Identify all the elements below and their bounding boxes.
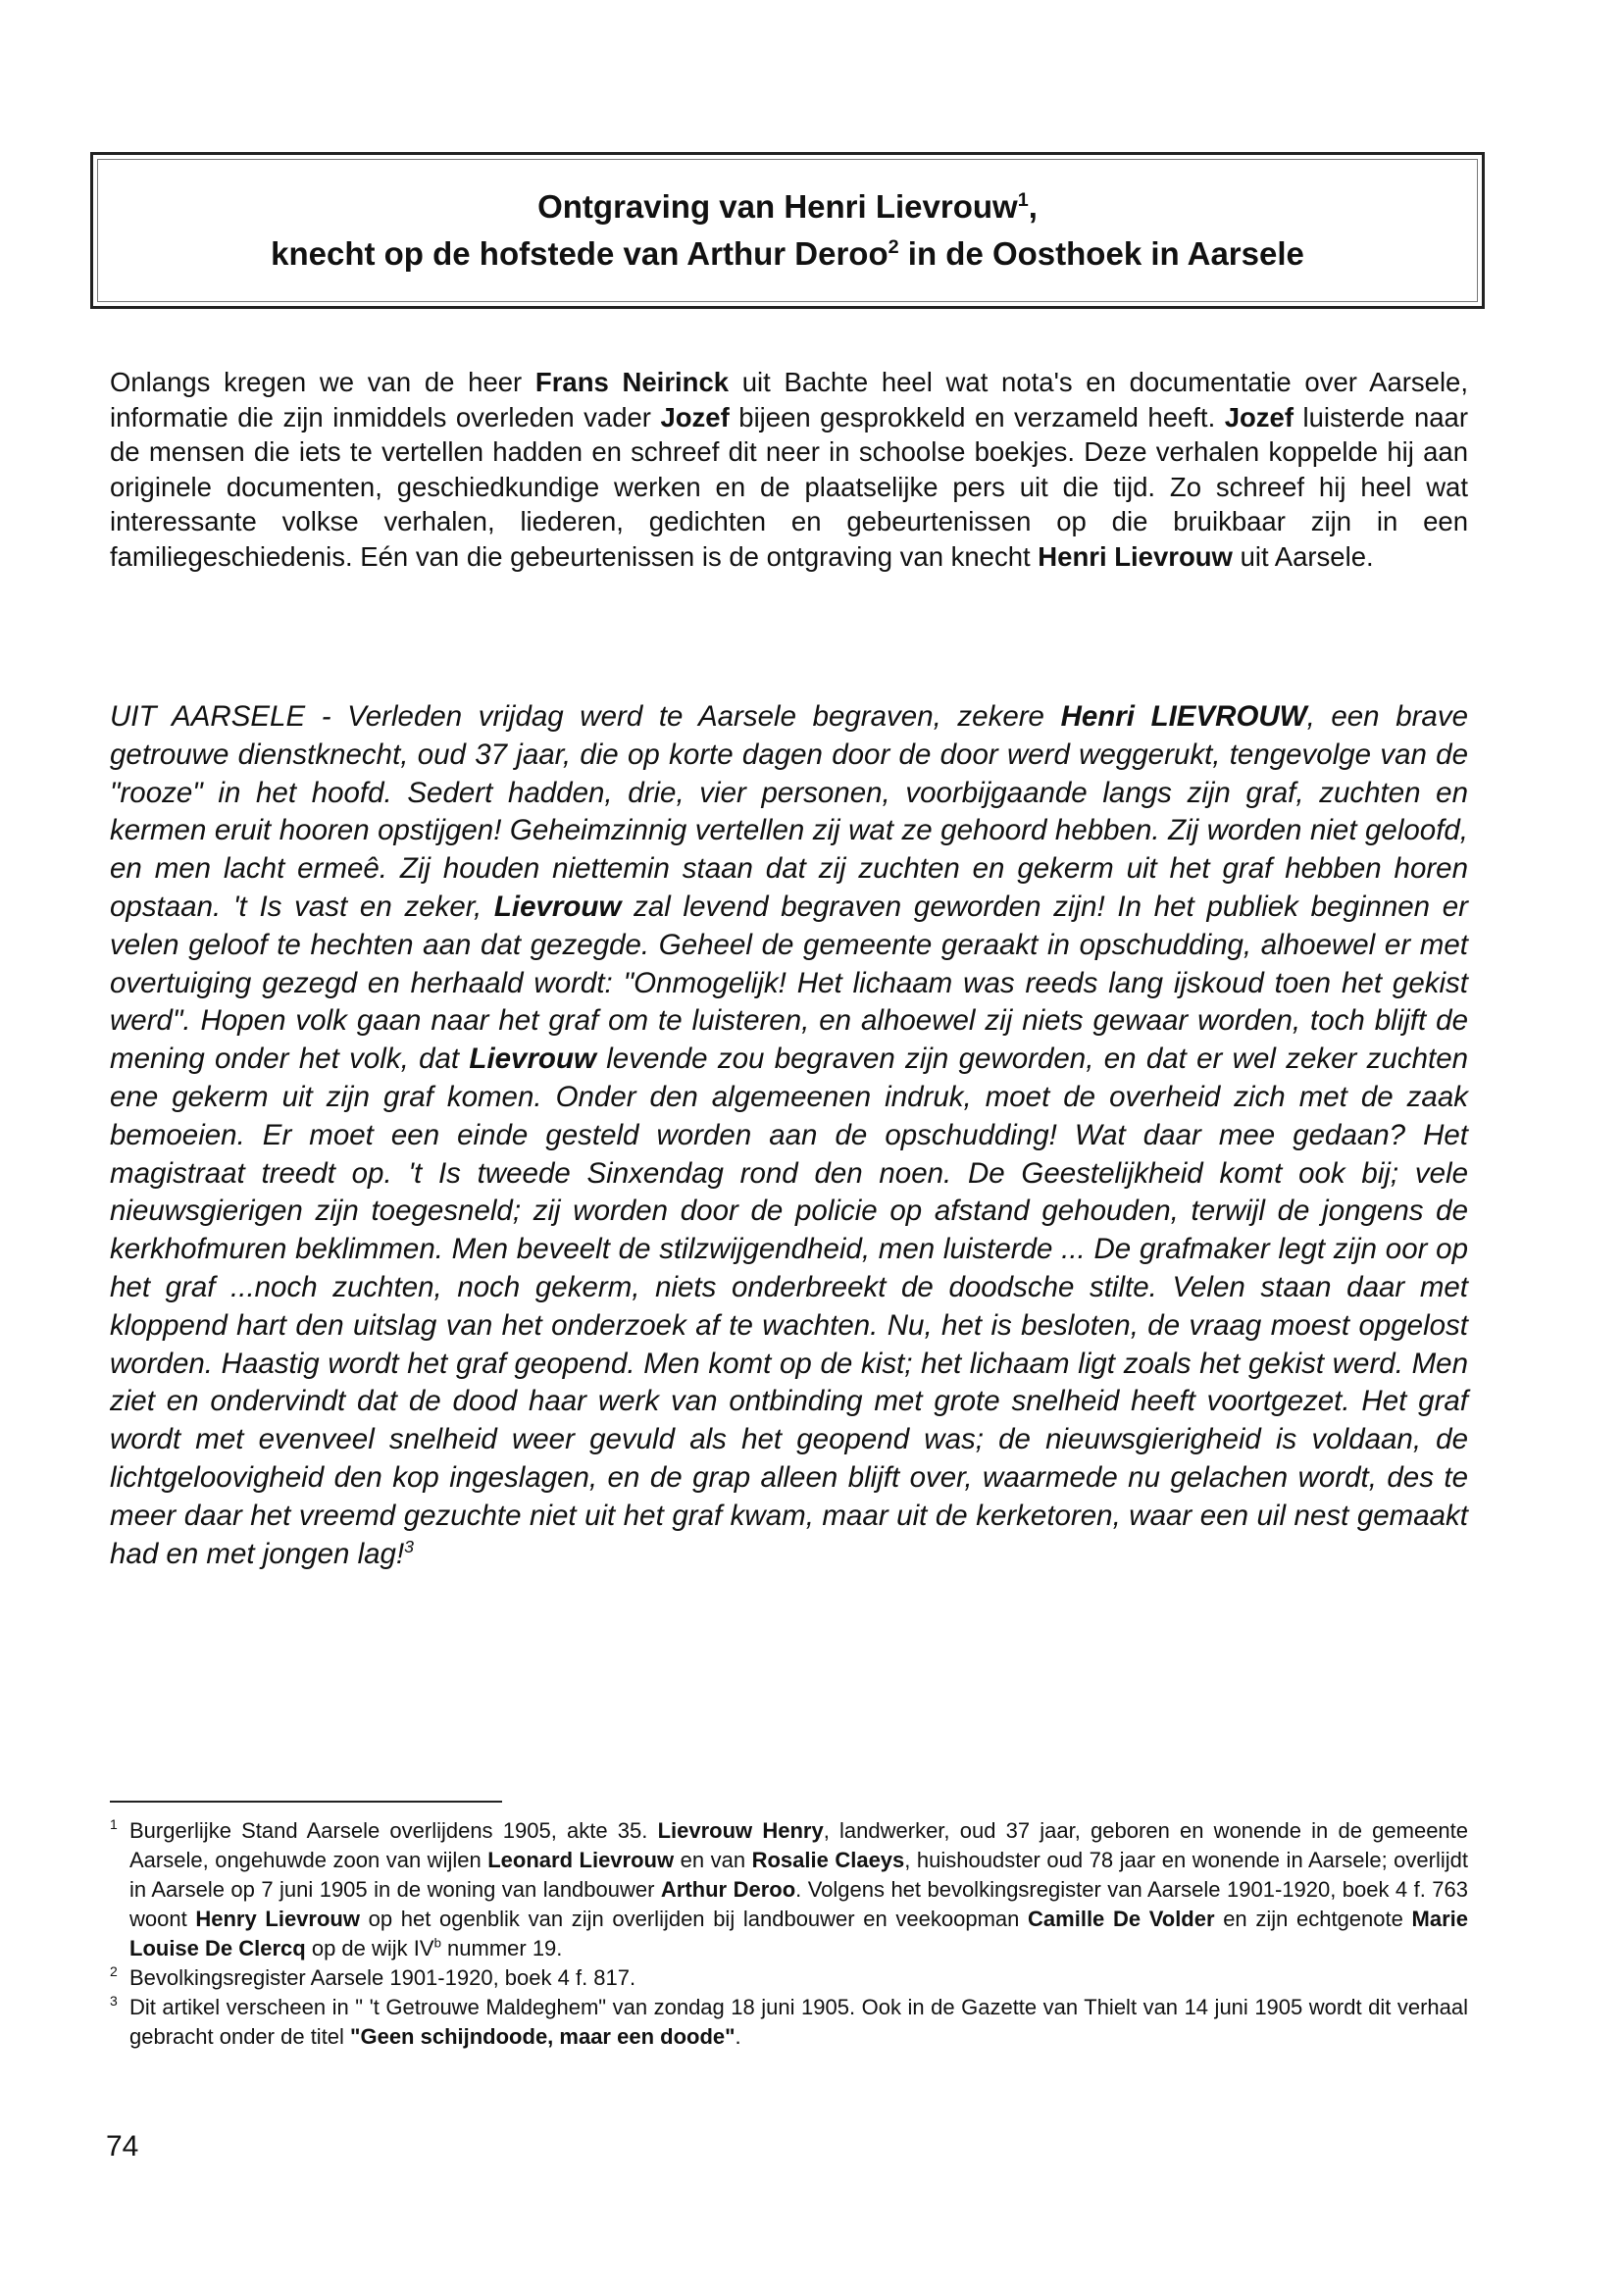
title-box [90, 152, 1485, 309]
footnote-number: 2 [110, 1963, 118, 1979]
article-quote: UIT AARSELE - Verleden vrijdag werd te Aarsele begraven, zekere Henri LIEVROUW, een brave getrouwe dienstknecht, oud 37 jaar, die op korte dagen door de door werd weggerukt, tengevolge van de "rooze" in het hoofd. Sedert hadden, drie, vier personen, voorbijgaande langs zijn graf, zuchten en kermen eruit hooren opstijgen! Geheimzinnig vertellen zij wat ze gehoord hebben. Zij worden niet geloofd, en men lacht ermeê. Zij houden niettemin staan dat zij zuchten en gekerm uit het graf hebben horen opstaan. 't Is vast en zeker, Lievrouw zal levend begraven geworden zijn! In het publiek beginnen er velen geloof te hechten aan dat gezegde. Geheel de gemeente geraakt in opschudding, alhoewel er met overtuiging gezegd en herhaald wordt: "Onmogelijk! Het lichaam was reeds lang ijskoud toen het gekist werd". Hopen volk gaan naar het graf om te luisteren, en alhoewel zij niets gewaar worden, toch blijft de mening onder het volk, dat Lievrouw levende zou begraven zijn geworden, en dat er wel zeker zuchten ene gekerm uit zijn graf komen. Onder den algemeenen indruk, moet de overheid zich met de zaak bemoeien. Er moet een einde gesteld worden aan de opschudding! Wat daar mee gedaan? Het magistraat treedt op. 't Is tweede Sinxendag rond den noen. De Geestelijkheid komt ook bij; vele nieuwsgierigen zijn toegesneld; zij worden door de policie op afstand gehouden, terwijl de jongens de kerkhofmuren beklimmen. Men beveelt de stilzwijgendheid, men luisterde ... De grafmaker legt zijn oor op het graf ...noch zuchten, noch gekerm, niets onderbreekt de doodsche stilte. Velen staan daar met kloppend hart den uitslag van het onderzoek af te wachten. Nu, het is besloten, de vraag moest opgelost worden. Haastig wordt het graf geopend. Men komt op de kist; het lichaam ligt zoals het gekist werd. Men ziet en ondervindt dat de dood haar werk van ontbinding met grote snelheid heeft voortgezet. Het graf wordt met evenveel snelheid weer gevuld als het geopend was; de nieuwsgierigheid is voldaan, de lichtgeloovigheid den kop ingeslagen, en de grap alleen blijft over, waarmede nu gelachen wordt, des te meer daar het vreemd gezuchte niet uit het graf kwam, maar uit de kerketoren, waar een uil nest gemaakt had en met jongen lag!$^3$ [110, 700, 1469, 1570]
footnote-ref: 2 [888, 236, 899, 258]
footnote-number: 3 [110, 1993, 118, 2009]
title-line-1: Ontgraving van Henri Lievrouw$^1$, [537, 188, 1038, 225]
footnote-ref: 3 [404, 1536, 414, 1556]
footnote-number: 1 [110, 1816, 118, 1832]
footnote-ref: 1 [1017, 189, 1029, 211]
footnotes [110, 1816, 1468, 2052]
title-line-2: knecht op de hofstede van Arthur Deroo$^2$ in de Oosthoek in Aarsele [271, 235, 1304, 272]
page-number: 74 [106, 2130, 139, 2163]
intro-paragraph: Onlangs kregen we van de heer Frans Neirinck uit Bachte heel wat nota's en documentatie over Aarsele, informatie die zijn inmiddels overleden vader Jozef bijeen gesprokkeld en verzameld heeft. Jozef luisterde naar de mensen die iets te vertellen hadden en schreef dit neer in schoolse boekjes. Deze verhalen koppelde hij aan originele documenten, geschiedkundige werken en de plaatselijke pers uit die tijd. Zo schreef hij heel wat interessante volkse verhalen, liederen, gedichten en gebeurtenissen op die bruikbaar zijn in een familiegeschiedenis. Eén van die gebeurtenissen is de ontgraving van knecht Henri Lievrouw uit Aarsele. [110, 367, 1469, 572]
footnote-3: 3 Dit artikel verscheen in " 't Getrouwe Maldeghem" van zondag 18 juni 1905. Ook in de Gazette van Thielt van 14 juni 1905 wordt dit verhaal gebracht onder de titel "Geen schijndoode, maar een doode". [110, 1993, 1468, 2052]
footnote-divider [110, 1801, 502, 1803]
footnote-2: 2 Bevolkingsregister Aarsele 1901-1920, boek 4 f. 817. [110, 1963, 1468, 1993]
footnote-1: 1 Burgerlijke Stand Aarsele overlijdens 1905, akte 35. Lievrouw Henry, landwerker, oud 37 jaar, geboren en wonende in de gemeente Aarsele, ongehuwde zoon van wijlen Leonard Lievrouw en van Rosalie Claeys, huishoudster oud 78 jaar en wonende in Aarsele; overlijdt in Aarsele op 7 juni 1905 in de woning van landbouwer Arthur Deroo. Volgens het bevolkingsregister van Aarsele 1901-1920, boek 4 f. 763 woont Henry Lievrouw op het ogenblik van zijn overlijden bij landbouwer en veekoopman Camille De Volder en zijn echtgenote Marie Louise De Clercq op de wijk $IV^b$ nummer 19. [110, 1816, 1468, 1963]
